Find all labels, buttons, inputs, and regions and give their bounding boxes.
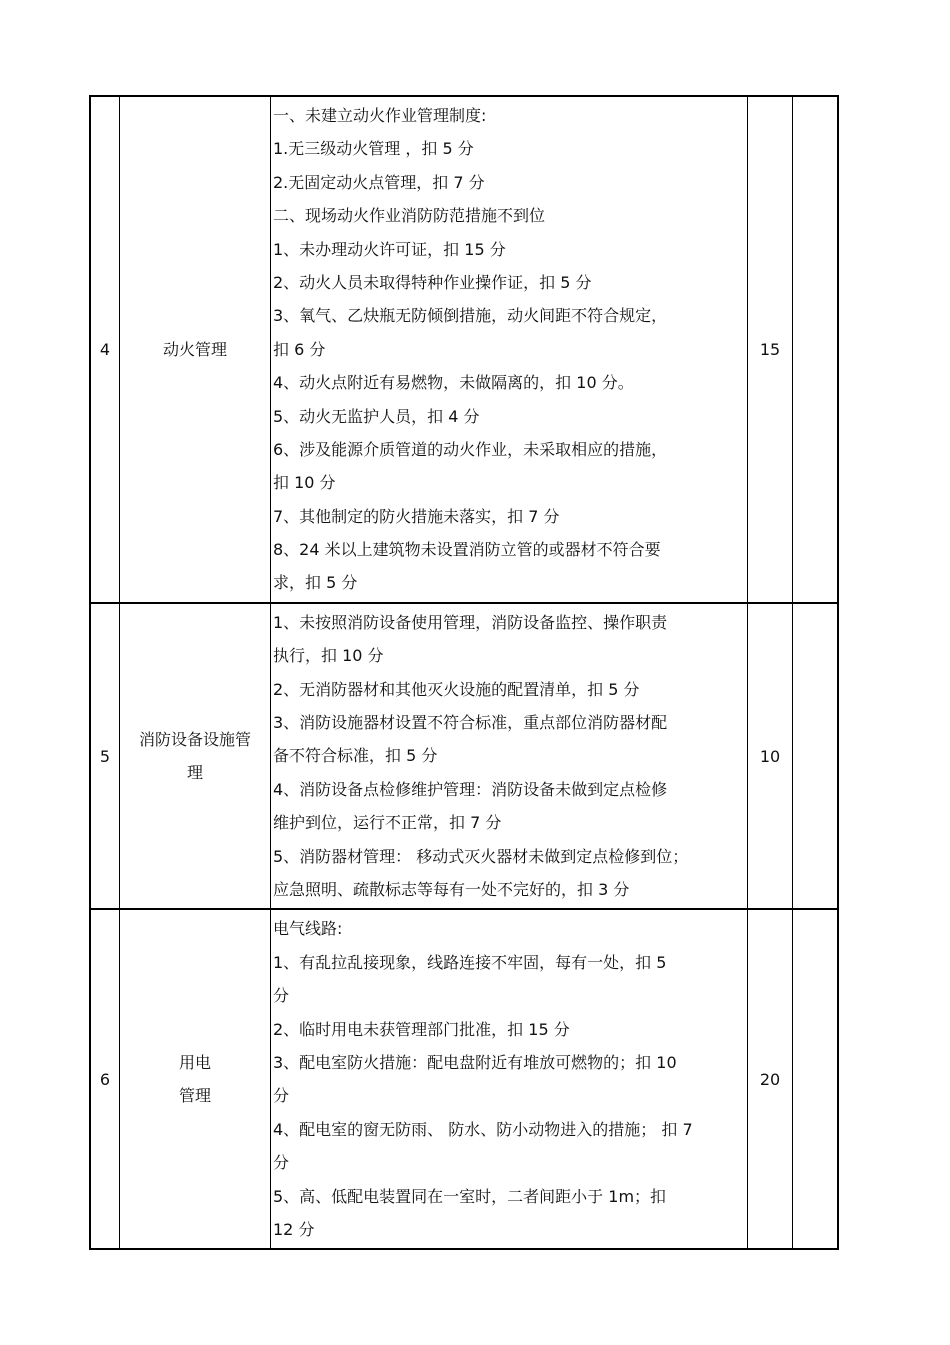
criteria-line: 2、临时用电未获管理部门批准，扣 15 分 [273, 1019, 570, 1039]
item-name [120, 96, 271, 603]
criteria-line: 分 [273, 986, 290, 1006]
deduction-criteria [271, 909, 748, 1249]
criteria-line: 2、动火人员未取得特种作业操作证，扣 5 分 [273, 272, 592, 292]
criteria-line: 5、高、低配电装置同在一室时，二者间距小于 1m；扣 [273, 1186, 667, 1206]
criteria-line: 7、其他制定的防火措施未落实，扣 7 分 [273, 506, 560, 526]
deduction-criteria [271, 96, 748, 603]
criteria-line: 扣 6 分 [273, 339, 326, 359]
criteria-line: 1、未办理动火许可证，扣 15 分 [273, 239, 506, 259]
row-number: 6 [90, 909, 120, 1249]
score-value: 10 [748, 603, 793, 910]
criteria-line: 应急照明、疏散标志等每有一处不完好的，扣 3 分 [273, 879, 630, 899]
criteria-line: 1、未按照消防设备使用管理，消防设备监控、操作职责 [273, 612, 668, 632]
criteria-line: 3、配电室防火措施：配电盘附近有堆放可燃物的；扣 10 [273, 1052, 677, 1072]
criteria-line: 2、无消防器材和其他灭火设施的配置清单，扣 5 分 [273, 679, 640, 699]
criteria-line: 5、动火无监护人员，扣 4 分 [273, 406, 480, 426]
criteria-line: 1.无三级动火管理 ，扣 5 分 [273, 139, 474, 159]
table-row [90, 96, 838, 603]
criteria-line: 电气线路: [273, 919, 343, 939]
criteria-line: 维护到位，运行不正常，扣 7 分 [273, 813, 502, 833]
criteria-line: 8、24 米以上建筑物未设置消防立管的或器材不符合要 [273, 540, 661, 560]
criteria-line: 3、氧气、乙炔瓶无防倾倒措施，动火间距不符合规定， [273, 306, 668, 326]
criteria-line: 5、消防器材管理： 移动式灭火器材未做到定点检修到位； [273, 846, 689, 866]
item-name [120, 909, 271, 1249]
item-name-line: 消防设备设施管 [138, 730, 251, 750]
blank-cell [793, 96, 839, 603]
criteria-line: 二、现场动火作业消防防范措施不到位 [273, 206, 546, 226]
item-name-line: 管理 [178, 1086, 211, 1106]
criteria-line: 扣 10 分 [273, 473, 336, 493]
criteria-line: 备不符合标准，扣 5 分 [273, 746, 438, 766]
criteria-line: 1、有乱拉乱接现象，线路连接不牢固，每有一处，扣 5 [273, 952, 667, 972]
table-row [90, 603, 838, 910]
item-name-text: 动火管理 [162, 339, 227, 359]
item-name-line: 用电 [178, 1053, 211, 1073]
row-number: 4 [90, 96, 120, 603]
deduction-criteria [271, 603, 748, 910]
criteria-line: 一、未建立动火作业管理制度: [273, 106, 487, 125]
criteria-line: 执行，扣 10 分 [273, 646, 384, 666]
criteria-line: 12 分 [273, 1219, 315, 1239]
item-name-line: 理 [186, 763, 203, 783]
criteria-line: 求，扣 5 分 [273, 573, 358, 593]
inspection-table [89, 95, 839, 1250]
criteria-line: 分 [273, 1153, 290, 1173]
criteria-line: 6、涉及能源介质管道的动火作业，未采取相应的措施， [273, 439, 668, 459]
table-row [90, 909, 838, 1249]
row-number: 5 [90, 603, 120, 910]
score-value: 15 [748, 96, 793, 603]
blank-cell [793, 603, 839, 910]
criteria-line: 2.无固定动火点管理，扣 7 分 [273, 172, 485, 192]
criteria-line: 分 [273, 1086, 290, 1106]
criteria-line: 4、配电室的窗无防雨、 防水、防小动物进入的措施； 扣 7 [273, 1119, 693, 1139]
criteria-line: 4、消防设备点检修维护管理：消防设备未做到定点检修 [273, 779, 668, 799]
blank-cell [793, 909, 839, 1249]
score-value: 20 [748, 909, 793, 1249]
criteria-line: 3、消防设施器材设置不符合标准，重点部位消防器材配 [273, 713, 668, 733]
item-name [120, 603, 271, 910]
criteria-line: 4、动火点附近有易燃物，未做隔离的，扣 10 分。 [273, 373, 634, 393]
